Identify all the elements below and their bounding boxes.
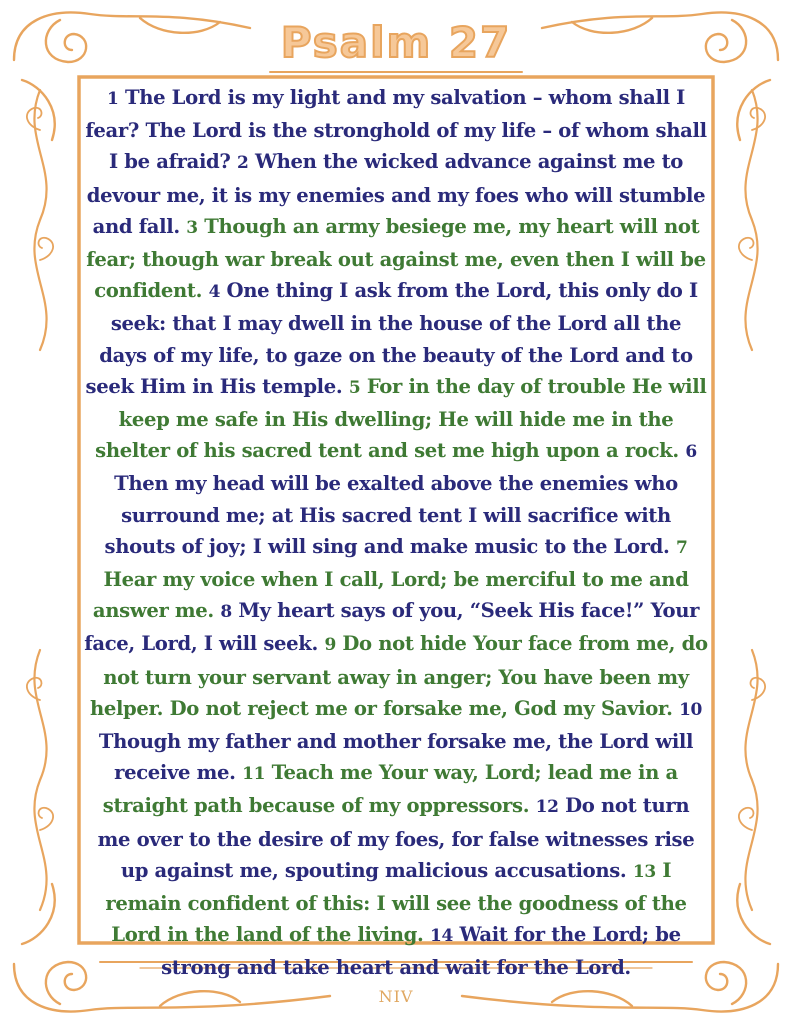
verse-text: The Lord is my light and my salvation – whom shall I fear? The Lord is the stronghold of my life – of whom shall I be afraid? (85, 86, 707, 174)
verse-text: My heart says of you, “Seek His face!” Your face, Lord, I will seek. (84, 599, 700, 656)
verse-text: Do not turn me over to the desire of my foes, for false witnesses rise up against me, spouting malicious accusations. (97, 794, 695, 882)
verse-number: 4 (208, 282, 221, 303)
verse-text: Teach me Your way, Lord; lead me in a straight path because of my oppressors. (102, 761, 678, 818)
verse-number: 5 (348, 377, 361, 398)
verse-text: Hear my voice when I call, Lord; be merciful to me and answer me. (92, 568, 689, 623)
verse-number: 8 (220, 602, 232, 623)
verse-number: 9 (324, 635, 336, 656)
verse-number: 14 (429, 926, 453, 947)
verse-number: 7 (675, 537, 688, 558)
verse-text: Wait for the Lord; be strong and take heart and wait for the Lord. (161, 923, 681, 980)
verse-text: Do not hide Your face from me, do not turn your servant away in anger; You have been my helper. Do not reject me or forsake me, God my Savior. (89, 632, 708, 720)
verse-text: For in the day of trouble He will keep me safe in His dwelling; He will hide me in the shelter of his sacred tent and set me high upon a rock. (95, 374, 707, 463)
verse-number: 2 (237, 153, 249, 174)
verse-text: One thing I ask from the Lord, this only do I seek: that I may dwell in the house of the Lord all the days of my life, to gaze on the beauty of the Lord and to seek Him in His temple. (85, 279, 698, 398)
verse-number: 10 (679, 699, 703, 720)
left-flourish (34, 90, 46, 910)
right-flourish (745, 90, 757, 910)
verse-number: 6 (685, 442, 697, 463)
verse-text: I remain confident of this: I will see the goodness of the Lord in the land of the living. (105, 858, 687, 947)
translation-label: NIV (378, 987, 414, 1006)
verse-text: Though an army besiege me, my heart will not fear; though war break out against me, even then I will be confident. (86, 214, 706, 303)
verse-number: 3 (186, 217, 198, 238)
verse-number: 11 (242, 764, 266, 785)
verse-text: When the wicked advance against me to devour me, it is my enemies and my foes who will stumble and fall. (86, 150, 706, 238)
verse-text: Though my father and mother forsake me, the Lord will receive me. (98, 730, 694, 785)
verse-number: 13 (632, 861, 656, 882)
verse-text: Then my head will be exalted above the enemies who surround me; at His sacred tent I will sacrifice with shouts of joy; I will sing and make music to the Lord. (104, 472, 678, 558)
verse-number: 1 (107, 89, 119, 109)
page-title: Psalm 27 (280, 18, 512, 67)
verse-number: 12 (535, 797, 559, 818)
psalm-text (84, 82, 708, 980)
